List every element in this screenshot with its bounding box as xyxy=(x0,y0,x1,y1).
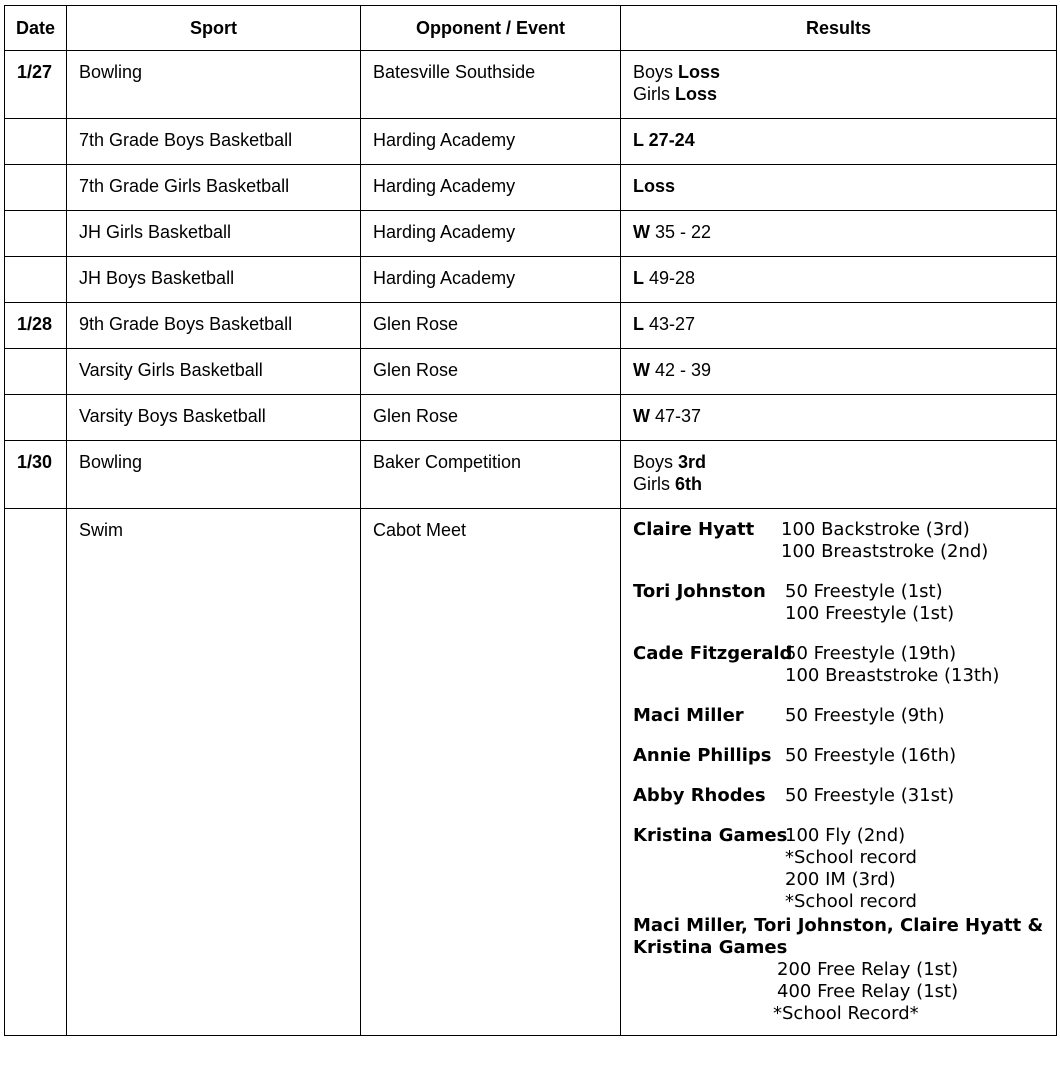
sport-cell: JH Boys Basketball xyxy=(67,257,361,303)
result-prefix: Boys xyxy=(633,452,679,472)
swimmer-entry xyxy=(633,519,1044,563)
result-value: 6th xyxy=(675,474,702,494)
result-value: W xyxy=(633,222,650,242)
date-cell: 1/28 xyxy=(5,303,67,349)
header-date: Date xyxy=(5,6,67,51)
result-line xyxy=(633,83,1044,105)
result-prefix: Girls xyxy=(633,474,675,494)
swimmer-event: 50 Freestyle (1st) xyxy=(785,581,943,602)
result-value: L xyxy=(633,314,644,334)
header-sport: Sport xyxy=(67,6,361,51)
result-score: 47-37 xyxy=(650,406,702,426)
opponent-cell: Batesville Southside xyxy=(361,51,621,119)
result-value: Loss xyxy=(678,62,721,82)
swimmer-event: 100 Breaststroke (13th) xyxy=(785,665,1000,686)
results-cell xyxy=(621,303,1057,349)
opponent-cell: Harding Academy xyxy=(361,165,621,211)
sport-cell: Varsity Boys Basketball xyxy=(67,395,361,441)
swimmer-event: 50 Freestyle (9th) xyxy=(785,705,945,726)
opponent-cell: Cabot Meet xyxy=(361,509,621,1036)
date-cell xyxy=(5,349,67,395)
result-line xyxy=(633,61,1044,83)
swimmer-event: *School record xyxy=(785,891,917,912)
header-opponent: Opponent / Event xyxy=(361,6,621,51)
result-value: Loss xyxy=(633,176,676,196)
swimmer-entry xyxy=(633,581,1044,625)
swimmer-event: 200 IM (3rd) xyxy=(785,869,896,890)
date-cell: 1/30 xyxy=(5,441,67,509)
table-row xyxy=(5,509,1057,1036)
swimmer-entry xyxy=(633,643,1044,687)
results-table xyxy=(4,5,1057,1036)
sport-cell: JH Girls Basketball xyxy=(67,211,361,257)
swimmer-entry xyxy=(633,825,1044,913)
sport-cell: Swim xyxy=(67,509,361,1036)
opponent-cell: Harding Academy xyxy=(361,257,621,303)
sport-cell: 7th Grade Boys Basketball xyxy=(67,119,361,165)
swimmer-event: 100 Breaststroke (2nd) xyxy=(781,541,989,562)
results-cell xyxy=(621,119,1057,165)
swimmer-event: 50 Freestyle (31st) xyxy=(785,785,955,806)
result-value: W xyxy=(633,406,650,426)
swimmer-event: 50 Freestyle (16th) xyxy=(785,745,957,766)
opponent-cell: Glen Rose xyxy=(361,303,621,349)
swimmer-name: Annie Phillips xyxy=(633,745,772,766)
swimmer-entry xyxy=(633,785,1044,807)
date-cell xyxy=(5,211,67,257)
relay-event: 400 Free Relay (1st) xyxy=(777,981,959,1002)
relay-event: *School Record* xyxy=(773,1003,919,1024)
swimmer-name: Kristina Games xyxy=(633,825,788,846)
header-results: Results xyxy=(621,6,1057,51)
results-cell xyxy=(621,441,1057,509)
result-value: L 27-24 xyxy=(633,130,695,150)
table-row xyxy=(5,441,1057,509)
result-score: 49-28 xyxy=(644,268,696,288)
swimmer-event: 100 Backstroke (3rd) xyxy=(781,519,970,540)
table-row xyxy=(5,303,1057,349)
sport-cell: Varsity Girls Basketball xyxy=(67,349,361,395)
swimmer-entry xyxy=(633,745,1044,767)
relay-entry xyxy=(633,915,1044,1025)
swim-results-cell xyxy=(621,509,1057,1036)
results-cell xyxy=(621,211,1057,257)
swimmer-name: Abby Rhodes xyxy=(633,785,766,806)
swimmer-name: Claire Hyatt xyxy=(633,519,755,540)
results-cell xyxy=(621,257,1057,303)
date-cell xyxy=(5,257,67,303)
date-cell xyxy=(5,509,67,1036)
sport-cell: 9th Grade Boys Basketball xyxy=(67,303,361,349)
table-row xyxy=(5,211,1057,257)
sport-cell: 7th Grade Girls Basketball xyxy=(67,165,361,211)
opponent-cell: Baker Competition xyxy=(361,441,621,509)
date-cell xyxy=(5,165,67,211)
date-cell xyxy=(5,395,67,441)
results-cell xyxy=(621,165,1057,211)
relay-names: Maci Miller, Tori Johnston, Claire Hyatt & xyxy=(633,915,1044,936)
result-value: W xyxy=(633,360,650,380)
table-row xyxy=(5,349,1057,395)
result-score: 43-27 xyxy=(644,314,696,334)
table-row xyxy=(5,257,1057,303)
table-row xyxy=(5,395,1057,441)
date-cell: 1/27 xyxy=(5,51,67,119)
sport-cell: Bowling xyxy=(67,441,361,509)
result-line xyxy=(633,451,1044,473)
opponent-cell: Harding Academy xyxy=(361,119,621,165)
table-row xyxy=(5,165,1057,211)
swimmer-name: Maci Miller xyxy=(633,705,744,726)
header-row xyxy=(5,6,1057,51)
swimmer-event: *School record xyxy=(785,847,917,868)
results-cell xyxy=(621,51,1057,119)
relay-event: 200 Free Relay (1st) xyxy=(777,959,959,980)
results-cell xyxy=(621,349,1057,395)
result-prefix: Boys xyxy=(633,62,679,82)
opponent-cell: Harding Academy xyxy=(361,211,621,257)
result-line xyxy=(633,473,1044,495)
opponent-cell: Glen Rose xyxy=(361,395,621,441)
result-score: 35 - 22 xyxy=(650,222,712,242)
relay-events xyxy=(633,959,1044,1025)
swimmer-event: 100 Fly (2nd) xyxy=(785,825,906,846)
results-cell xyxy=(621,395,1057,441)
result-value: Loss xyxy=(675,84,718,104)
swimmer-event: 50 Freestyle (19th) xyxy=(785,643,957,664)
table-row xyxy=(5,51,1057,119)
opponent-cell: Glen Rose xyxy=(361,349,621,395)
swimmer-name: Tori Johnston xyxy=(633,581,766,602)
table-row xyxy=(5,119,1057,165)
result-score: 42 - 39 xyxy=(650,360,712,380)
date-cell xyxy=(5,119,67,165)
result-value: L xyxy=(633,268,644,288)
result-prefix: Girls xyxy=(633,84,675,104)
result-value: 3rd xyxy=(678,452,707,472)
swimmer-event: 100 Freestyle (1st) xyxy=(785,603,955,624)
sport-cell: Bowling xyxy=(67,51,361,119)
swimmer-entry xyxy=(633,705,1044,727)
swimmer-name: Cade Fitzgerald xyxy=(633,643,793,664)
relay-names: Kristina Games xyxy=(633,937,788,958)
